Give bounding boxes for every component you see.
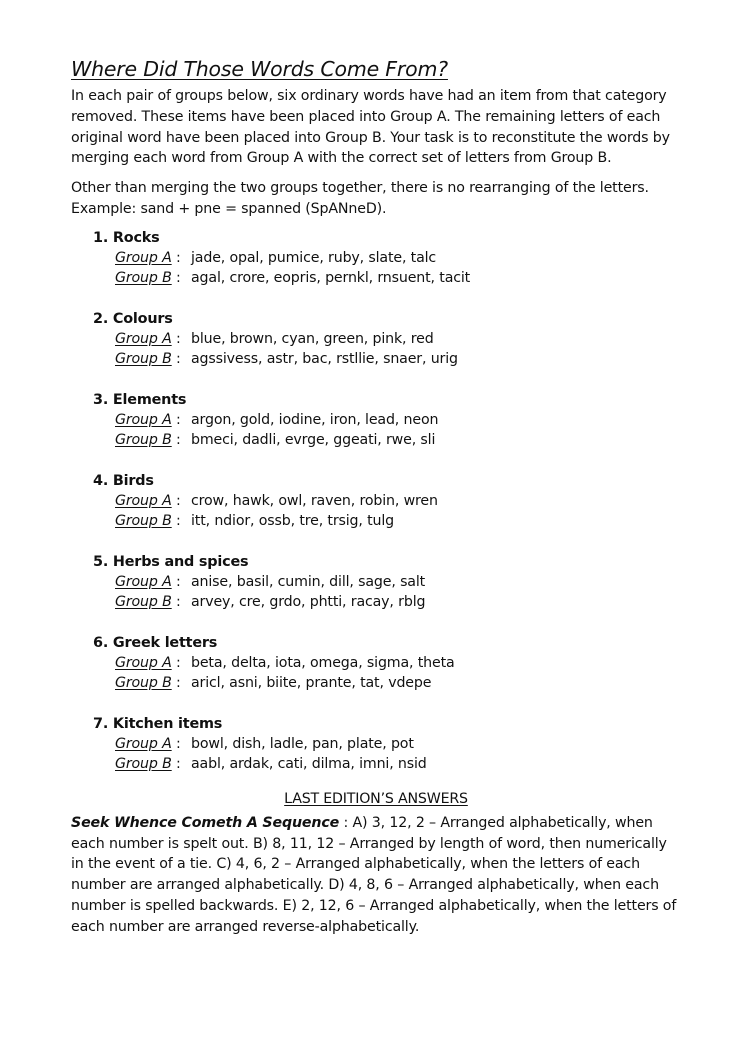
group-b-label: Group B — [115, 513, 172, 530]
group-a-label: Group A — [115, 573, 172, 590]
separator: : — [176, 432, 181, 449]
puzzle-title: 5. Herbs and spices — [93, 553, 249, 570]
group-a-label: Group A — [115, 735, 172, 752]
separator: : — [176, 270, 181, 287]
puzzle-title: 2. Colours — [93, 310, 173, 327]
group-b-letters: bmeci, dadli, evrge, ggeati, rwe, sli — [191, 432, 436, 449]
group-a-label: Group A — [115, 330, 172, 347]
puzzle-item — [93, 471, 681, 532]
puzzle-item — [93, 714, 681, 775]
group-b-label: Group B — [115, 675, 172, 692]
puzzle-title: 3. Elements — [93, 391, 187, 408]
group-b-label: Group B — [115, 594, 172, 611]
group-b-row — [93, 349, 681, 370]
group-b-row — [93, 592, 681, 613]
group-b-label: Group B — [115, 756, 172, 773]
group-a-words: jade, opal, pumice, ruby, slate, talc — [191, 249, 437, 266]
puzzle-title: 1. Rocks — [93, 229, 160, 246]
group-a-words: bowl, dish, ladle, pan, plate, pot — [191, 735, 414, 752]
group-a-words: beta, delta, iota, omega, sigma, theta — [191, 654, 455, 671]
separator: : — [176, 573, 181, 590]
group-a-words: crow, hawk, owl, raven, robin, wren — [191, 492, 438, 509]
group-a-label: Group A — [115, 411, 172, 428]
separator: : — [176, 249, 181, 266]
rule-text: Other than merging the two groups together, there is no rearranging of the letters. — [71, 180, 649, 197]
group-b-letters: itt, ndior, ossb, tre, trsig, tulg — [191, 513, 395, 530]
answers-paragraph — [71, 813, 681, 938]
group-a-row — [93, 248, 681, 269]
group-b-label: Group B — [115, 432, 172, 449]
answers-text: A) 3, 12, 2 – Arranged alphabetically, when each number is spelt out. B) 8, 11, 12 – Arranged by length of word, then numerically in the event of a tie. C) 4, 6, 2 – Arranged alphabetically, when the letters of each number are arranged alphabetically. D) 4, 8, 6 – Arranged alphabetically, when each number is spelled backwards. E) 2, 12, 6 – Arranged alphabetically, when the letters of each number are arranged reverse-alphabetically. — [71, 814, 677, 935]
intro-paragraph: In each pair of groups below, six ordinary words have had an item from that category removed. These items have been placed into Group A. The remaining letters of each original word have been placed into Group B. Your task is to reconstitute the words by merging each word from Group A with the correct set of letters from Group B. — [71, 88, 670, 167]
puzzle-title: 7. Kitchen items — [93, 715, 223, 732]
separator: : — [176, 513, 181, 530]
group-b-row — [93, 754, 681, 775]
group-b-letters: aabl, ardak, cati, dilma, imni, nsid — [191, 756, 427, 773]
group-a-words: anise, basil, cumin, dill, sage, salt — [191, 573, 426, 590]
puzzle-item — [93, 552, 681, 613]
separator: : — [176, 411, 181, 428]
puzzle-item — [93, 309, 681, 370]
group-a-words: blue, brown, cyan, green, pink, red — [191, 330, 434, 347]
separator: : — [176, 594, 181, 611]
example-text: Example: sand + pne = spanned (SpANneD). — [71, 200, 387, 217]
group-a-row — [93, 653, 681, 674]
separator: : — [176, 351, 181, 368]
separator: : — [176, 675, 181, 692]
group-b-row — [93, 511, 681, 532]
answers-heading: LAST EDITION’S ANSWERS — [284, 790, 468, 807]
puzzle-item — [93, 228, 681, 289]
group-a-row — [93, 329, 681, 350]
separator: : — [176, 330, 181, 347]
page-title: Where Did Those Words Come From? — [71, 57, 448, 81]
group-a-row — [93, 410, 681, 431]
puzzle-list — [71, 228, 681, 775]
puzzle-title: 6. Greek letters — [93, 634, 218, 651]
group-b-letters: aricl, asni, biite, prante, tat, vdepe — [191, 675, 432, 692]
group-b-letters: agssivess, astr, bac, rstllie, snaer, urig — [191, 351, 458, 368]
group-b-letters: agal, crore, eopris, pernkl, rnsuent, tacit — [191, 270, 471, 287]
group-a-words: argon, gold, iodine, iron, lead, neon — [191, 411, 439, 428]
group-b-row — [93, 268, 681, 289]
group-a-row — [93, 491, 681, 512]
separator: : — [176, 756, 181, 773]
puzzle-title: 4. Birds — [93, 472, 154, 489]
rules-paragraph — [71, 178, 681, 220]
separator: : — [176, 654, 181, 671]
answers-puzzle-title: Seek Whence Cometh A Sequence — [71, 814, 340, 831]
separator: : — [176, 492, 181, 509]
group-b-letters: arvey, cre, grdo, phtti, racay, rblg — [191, 594, 426, 611]
group-a-row — [93, 734, 681, 755]
separator: : — [176, 735, 181, 752]
group-a-label: Group A — [115, 492, 172, 509]
answers-separator: : — [339, 814, 353, 831]
group-b-row — [93, 673, 681, 694]
group-b-label: Group B — [115, 351, 172, 368]
group-b-row — [93, 430, 681, 451]
puzzle-item — [93, 390, 681, 451]
puzzle-item — [93, 633, 681, 694]
group-a-label: Group A — [115, 654, 172, 671]
group-a-label: Group A — [115, 249, 172, 266]
document-page — [71, 56, 681, 938]
group-b-label: Group B — [115, 270, 172, 287]
group-a-row — [93, 572, 681, 593]
